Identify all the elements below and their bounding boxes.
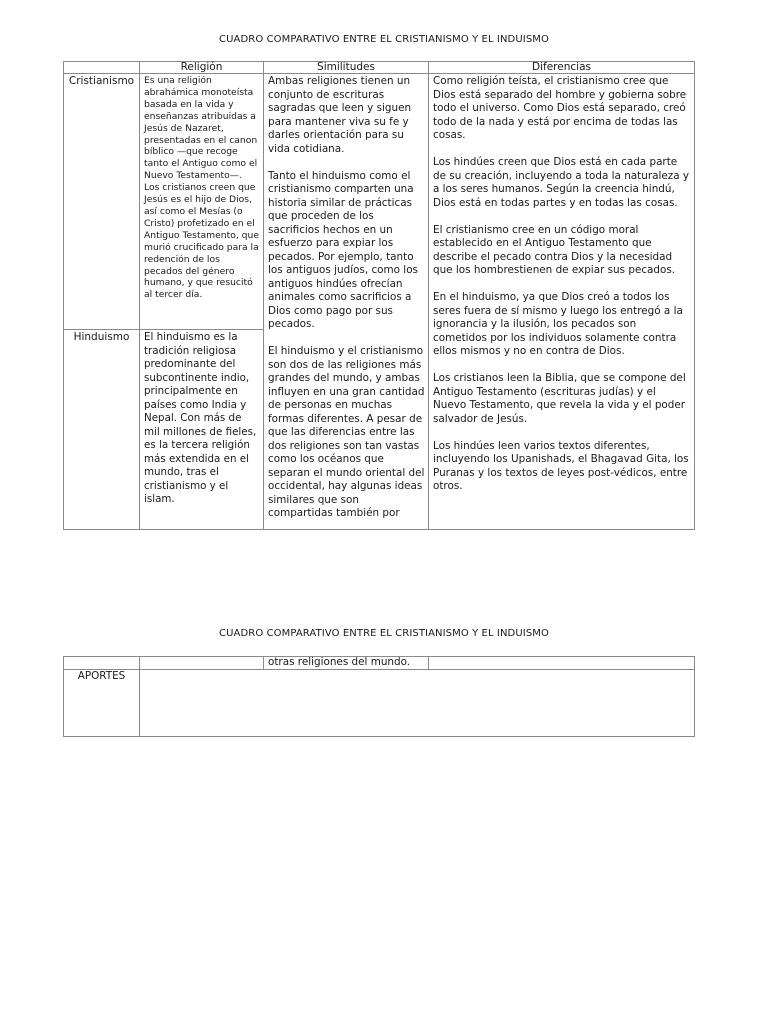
header-similitudes: Similitudes xyxy=(264,62,429,74)
similitud-3: El hinduismo y el cristianismo son dos de las religiones más grandes del mundo, y ambas influyen en una gran cantidad de personas en muchas formas diferentes. A pesar de que las diferencias entre las dos religiones son tan vastas como los océanos que separan el mundo oriental del occidental, hay algunas ideas similares que son compartidas también por xyxy=(268,345,425,519)
similitudes-continuation: otras religiones del mundo. xyxy=(264,657,429,670)
comparison-table xyxy=(63,61,695,530)
table-header-row xyxy=(64,62,695,74)
header-diferencias: Diferencias xyxy=(429,62,695,74)
header-religion: Religión xyxy=(140,62,264,74)
diferencia-5: Los cristianos leen la Biblia, que se compone del Antiguo Testamento (escrituras judías) y el Nuevo Testamento, que revela la vida y el poder salvador de Jesús. xyxy=(433,372,686,425)
table-row xyxy=(64,657,695,670)
religion-cristianismo: Es una religión abrahámica monoteísta basada en la vida y enseñanzas atribuidas a Jesús de Nazaret, presentadas en el canon bíblico —que recoge tanto el Antiguo como el Nuevo Testamento—. Los cristianos creen que Jesús es el hijo de Dios, así como el Mesías (o Cristo) profetizado en el Antiguo Testamento, que murió crucificado para la redención de los pecados del género humano, y que resucitó al tercer día. xyxy=(140,74,264,330)
diferencia-6: Los hindúes leen varios textos diferentes, incluyendo los Upanishads, el Bhagavad Gita, los Puranas y los textos de leyes post-védicos, entre otros. xyxy=(433,439,689,492)
document-title: CUADRO COMPARATIVO ENTRE EL CRISTIANISMO Y EL INDUISMO xyxy=(219,34,549,45)
similitudes-cell xyxy=(264,74,429,530)
table-row xyxy=(64,670,695,737)
diferencia-1: Como religión teísta, el cristianismo cree que Dios está separado del hombre y gobierna sobre todo el universo. Como Dios está separado, creó todo de la nada y está por encima de todas las cosas. xyxy=(433,75,687,141)
diferencia-3: El cristianismo cree en un código moral establecido en el Antiguo Testamento que describe el pecado contra Dios y la necesidad que los hombrestienen de expiar sus pecados. xyxy=(433,223,676,276)
empty-cell xyxy=(140,657,264,670)
diferencias-cell xyxy=(429,74,695,530)
similitud-1: Ambas religiones tienen un conjunto de escrituras sagradas que leen y siguen para mantener viva su fe y darles orientación para su vida cotidiana. xyxy=(268,75,412,155)
diferencia-2: Los hindúes creen que Dios está en cada parte de su creación, incluyendo a toda la naturaleza y a los seres humanos. Según la creencia hindú, Dios está en todas partes y en todas las cosas. xyxy=(433,156,690,209)
row-label-hinduismo: Hinduismo xyxy=(64,330,140,530)
empty-cell xyxy=(64,657,140,670)
religion-hinduismo: El hinduismo es la tradición religiosa predominante del subcontinente indio, principalmente en países como India y Nepal. Con más de mil millones de fieles, es la tercera religión más extendida en el mundo, tras el cristianismo y el islam. xyxy=(140,330,264,530)
header-empty xyxy=(64,62,140,74)
aportes-label: APORTES xyxy=(64,670,140,737)
aportes-content xyxy=(140,670,695,737)
comparison-table-continued xyxy=(63,656,695,737)
row-label-cristianismo: Cristianismo xyxy=(64,74,140,330)
page2-title: CUADRO COMPARATIVO ENTRE EL CRISTIANISMO Y EL INDUISMO xyxy=(219,628,549,639)
diferencia-4: En el hinduismo, ya que Dios creó a todos los seres fuera de sí mismo y luego los entregó a la ignorancia y la ilusión, los pecados son cometidos por los individuos solamente contra ellos mismos y no en contra de Dios. xyxy=(433,291,683,357)
table-row xyxy=(64,74,695,330)
empty-cell xyxy=(429,657,695,670)
similitud-2: Tanto el hinduismo como el cristianismo comparten una historia similar de prácticas que proceden de los sacrificios hechos en un esfuerzo para expiar los pecados. Por ejemplo, tanto los antiguos judíos, como los antiguos hindúes ofrecían animales como sacrificios a Dios como pago por sus pecados. xyxy=(268,169,418,330)
